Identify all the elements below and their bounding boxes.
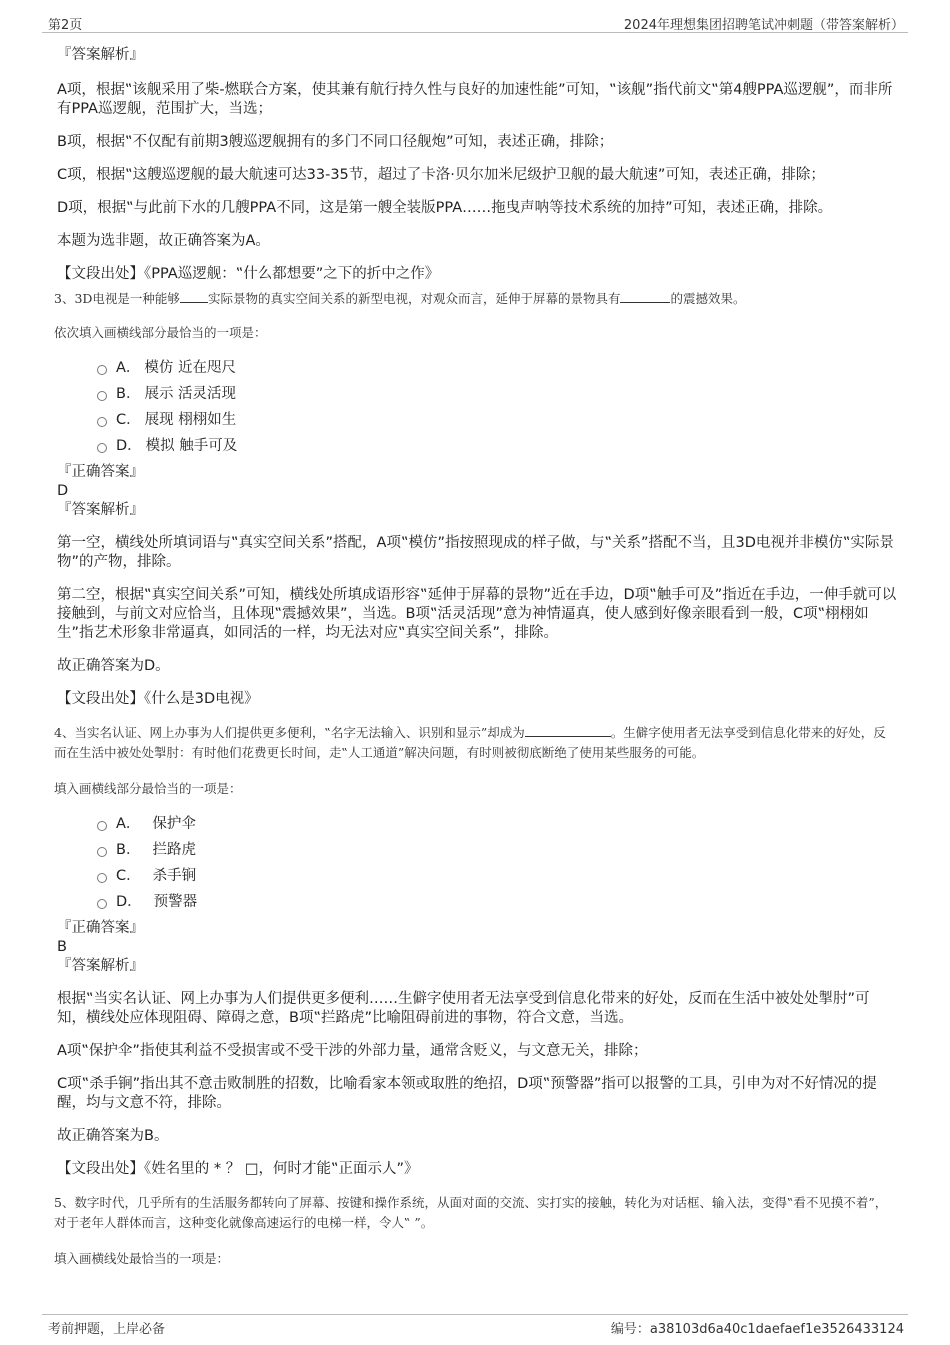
option-list xyxy=(57,355,897,459)
option-text: 展现 栩栩如生 xyxy=(144,412,237,428)
option-text: 杀手锏 xyxy=(152,868,197,884)
option-d[interactable] xyxy=(97,433,897,459)
page-content xyxy=(54,46,897,1269)
analysis-label: 『答案解析』 xyxy=(57,958,144,974)
stem-text: 实际景物的真实空间关系的新型电视，对观众而言，延伸于屏幕的景物具有 xyxy=(207,291,621,306)
stem-text: 。生僻字使用者无法享受到信息化带来的好处，反而在生活中被处处掣肘：有时他们花费更长时间，走‟人工通道”解决问题，有时则被彻底断绝了使用某些服务的可能。 xyxy=(54,725,886,760)
option-letter: B． xyxy=(116,842,141,858)
stem-text: 4、当实名认证、网上办事为人们提供更多便利，‟名字无法输入、识别和显示”却成为 xyxy=(54,725,525,740)
option-c[interactable] xyxy=(97,863,897,889)
stem-text: 的震撼效果。 xyxy=(670,291,746,306)
analysis-paragraph: C项‟杀手锏”指出其不意击败制胜的招数，比喻看家本领或取胜的绝招，D项‟预警器”指可以报警的工具，引申为对不好情况的提醒，均与文意不符，排除。 xyxy=(57,1076,877,1111)
question-prompt: 依次填入画横线部分最恰当的一项是： xyxy=(54,325,267,340)
footer-slogan: 考前押题，上岸必备 xyxy=(48,1322,166,1337)
correct-answer: B xyxy=(57,939,67,955)
source-title: 《PPA巡逻舰：‟什么都想要”之下的折中之作》 xyxy=(144,266,440,282)
option-text: 展示 活灵活现 xyxy=(144,386,237,402)
document-title: 2024年理想集团招聘笔试冲刺题（带答案解析） xyxy=(623,18,904,33)
source-citation xyxy=(57,690,897,709)
analysis-paragraph: D项，根据‟与此前下水的几艘PPA不同，这是第一艘全装版PPA……拖曳声呐等技术系统的加持”可知，表述正确，排除。 xyxy=(57,200,833,216)
option-d[interactable] xyxy=(97,889,897,915)
fill-blank xyxy=(180,290,208,303)
radio-icon[interactable] xyxy=(97,417,107,427)
correct-answer: D xyxy=(57,483,69,499)
option-b[interactable] xyxy=(97,837,897,863)
page-header xyxy=(42,14,908,33)
analysis-paragraph: 第一空，横线处所填词语与‟真实空间关系”搭配，A项‟模仿”指按照现成的样子做，与‟关系”搭配不当，且3D电视并非模仿‟实际景物”的产物，排除。 xyxy=(57,535,894,570)
analysis-paragraph: A项‟保护伞”指使其利益不受损害或不受干涉的外部力量，通常含贬义，与文意无关，排除； xyxy=(57,1043,648,1059)
stem-text: 3、3D电视是一种能够 xyxy=(54,291,180,306)
option-letter: D． xyxy=(116,438,142,454)
option-c[interactable] xyxy=(97,407,897,433)
analysis-label: 『答案解析』 xyxy=(57,502,144,518)
option-letter: C． xyxy=(116,412,141,428)
analysis-paragraph: C项，根据‟这艘巡逻舰的最大航速可达33-35节，超过了卡洛·贝尔加米尼级护卫舰的最大航速”可知，表述正确，排除； xyxy=(57,167,825,183)
question-stem xyxy=(54,723,897,763)
radio-icon[interactable] xyxy=(97,873,107,883)
option-letter: B． xyxy=(116,386,141,402)
radio-icon[interactable] xyxy=(97,821,107,831)
answer-conclusion: 故正确答案为B。 xyxy=(57,1128,169,1144)
fill-blank xyxy=(525,724,611,737)
radio-icon[interactable] xyxy=(97,847,107,857)
radio-icon[interactable] xyxy=(97,443,107,453)
analysis-label: 『答案解析』 xyxy=(57,47,144,63)
correct-answer-label: 『正确答案』 xyxy=(57,920,144,936)
option-text: 拦路虎 xyxy=(152,842,196,858)
option-letter: A． xyxy=(116,816,141,832)
analysis-paragraph: 第二空，根据‟真实空间关系”可知，横线处所填成语形容‟延伸于屏幕的景物”近在手边，D项‟触手可及”指近在手边，一伸手就可以接触到，与前文对应恰当，且体现‟震撼效果”，当选。B项‟活灵活现”意为神情逼真，使人感到好像亲眼看到一般，C项‟栩栩如生”指艺术形象非常逼真，如同活的一样，均无法对应‟真实空间关系”，排除。 xyxy=(57,587,897,641)
question-prompt: 填入画横线部分最恰当的一项是： xyxy=(54,781,242,796)
question-stem xyxy=(54,289,897,309)
option-a[interactable] xyxy=(97,355,897,381)
source-label: 【文段出处】 xyxy=(57,691,144,707)
option-letter: A． xyxy=(116,360,141,376)
radio-icon[interactable] xyxy=(97,391,107,401)
answer-conclusion: 本题为选非题，故正确答案为A。 xyxy=(57,233,270,249)
radio-icon[interactable] xyxy=(97,365,107,375)
option-text: 预警器 xyxy=(153,894,198,910)
option-letter: D． xyxy=(116,894,142,910)
source-label: 【文段出处】 xyxy=(57,266,144,282)
correct-answer-label: 『正确答案』 xyxy=(57,464,144,480)
source-title: 《什么是3D电视》 xyxy=(144,691,259,707)
answer-conclusion: 故正确答案为D。 xyxy=(57,658,170,674)
analysis-paragraph: B项，根据‟不仅配有前期3艘巡逻舰拥有的多门不同口径舰炮”可知，表述正确，排除； xyxy=(57,134,614,150)
source-title: 《姓名里的 * ？ □，何时才能‟正面示人”》 xyxy=(144,1161,419,1177)
analysis-paragraph: 根据‟当实名认证、网上办事为人们提供更多便利……生僻字使用者无法享受到信息化带来的好处，反而在生活中被处处掣肘”可知，横线处应体现阻碍、障碍之意，B项‟拦路虎”比喻阻碍前进的事物，符合文意，当选。 xyxy=(57,991,870,1026)
question-prompt: 填入画横线处最恰当的一项是： xyxy=(54,1251,230,1266)
page-number: 第2页 xyxy=(48,18,83,33)
source-citation xyxy=(57,265,897,284)
option-text: 模仿 近在咫尺 xyxy=(144,360,237,376)
option-text: 保护伞 xyxy=(152,816,196,832)
question-stem: 5、数字时代，几乎所有的生活服务都转向了屏幕、按键和操作系统，从面对面的交流、实打实的接触，转化为对话框、输入法，变得‟看不见摸不着”，对于老年人群体而言，这种变化就像高速运行的电梯一样，令人‟ ”。 xyxy=(54,1195,888,1230)
source-label: 【文段出处】 xyxy=(57,1161,144,1177)
option-text: 模拟 触手可及 xyxy=(145,438,238,454)
page-footer xyxy=(42,1314,908,1340)
option-b[interactable] xyxy=(97,381,897,407)
option-letter: C． xyxy=(116,868,141,884)
analysis-paragraph: A项，根据‟该舰采用了柴-燃联合方案，使其兼有航行持久性与良好的加速性能”可知，‟该舰”指代前文‟第4艘PPA巡逻舰”，而非所有PPA巡逻舰，范围扩大，当选； xyxy=(57,82,893,117)
source-citation xyxy=(57,1160,897,1179)
document-id: 编号：a38103d6a40c1daefaef1e3526433124 xyxy=(610,1322,904,1337)
option-list xyxy=(57,811,897,915)
fill-blank xyxy=(620,290,670,303)
radio-icon[interactable] xyxy=(97,899,107,909)
option-a[interactable] xyxy=(97,811,897,837)
